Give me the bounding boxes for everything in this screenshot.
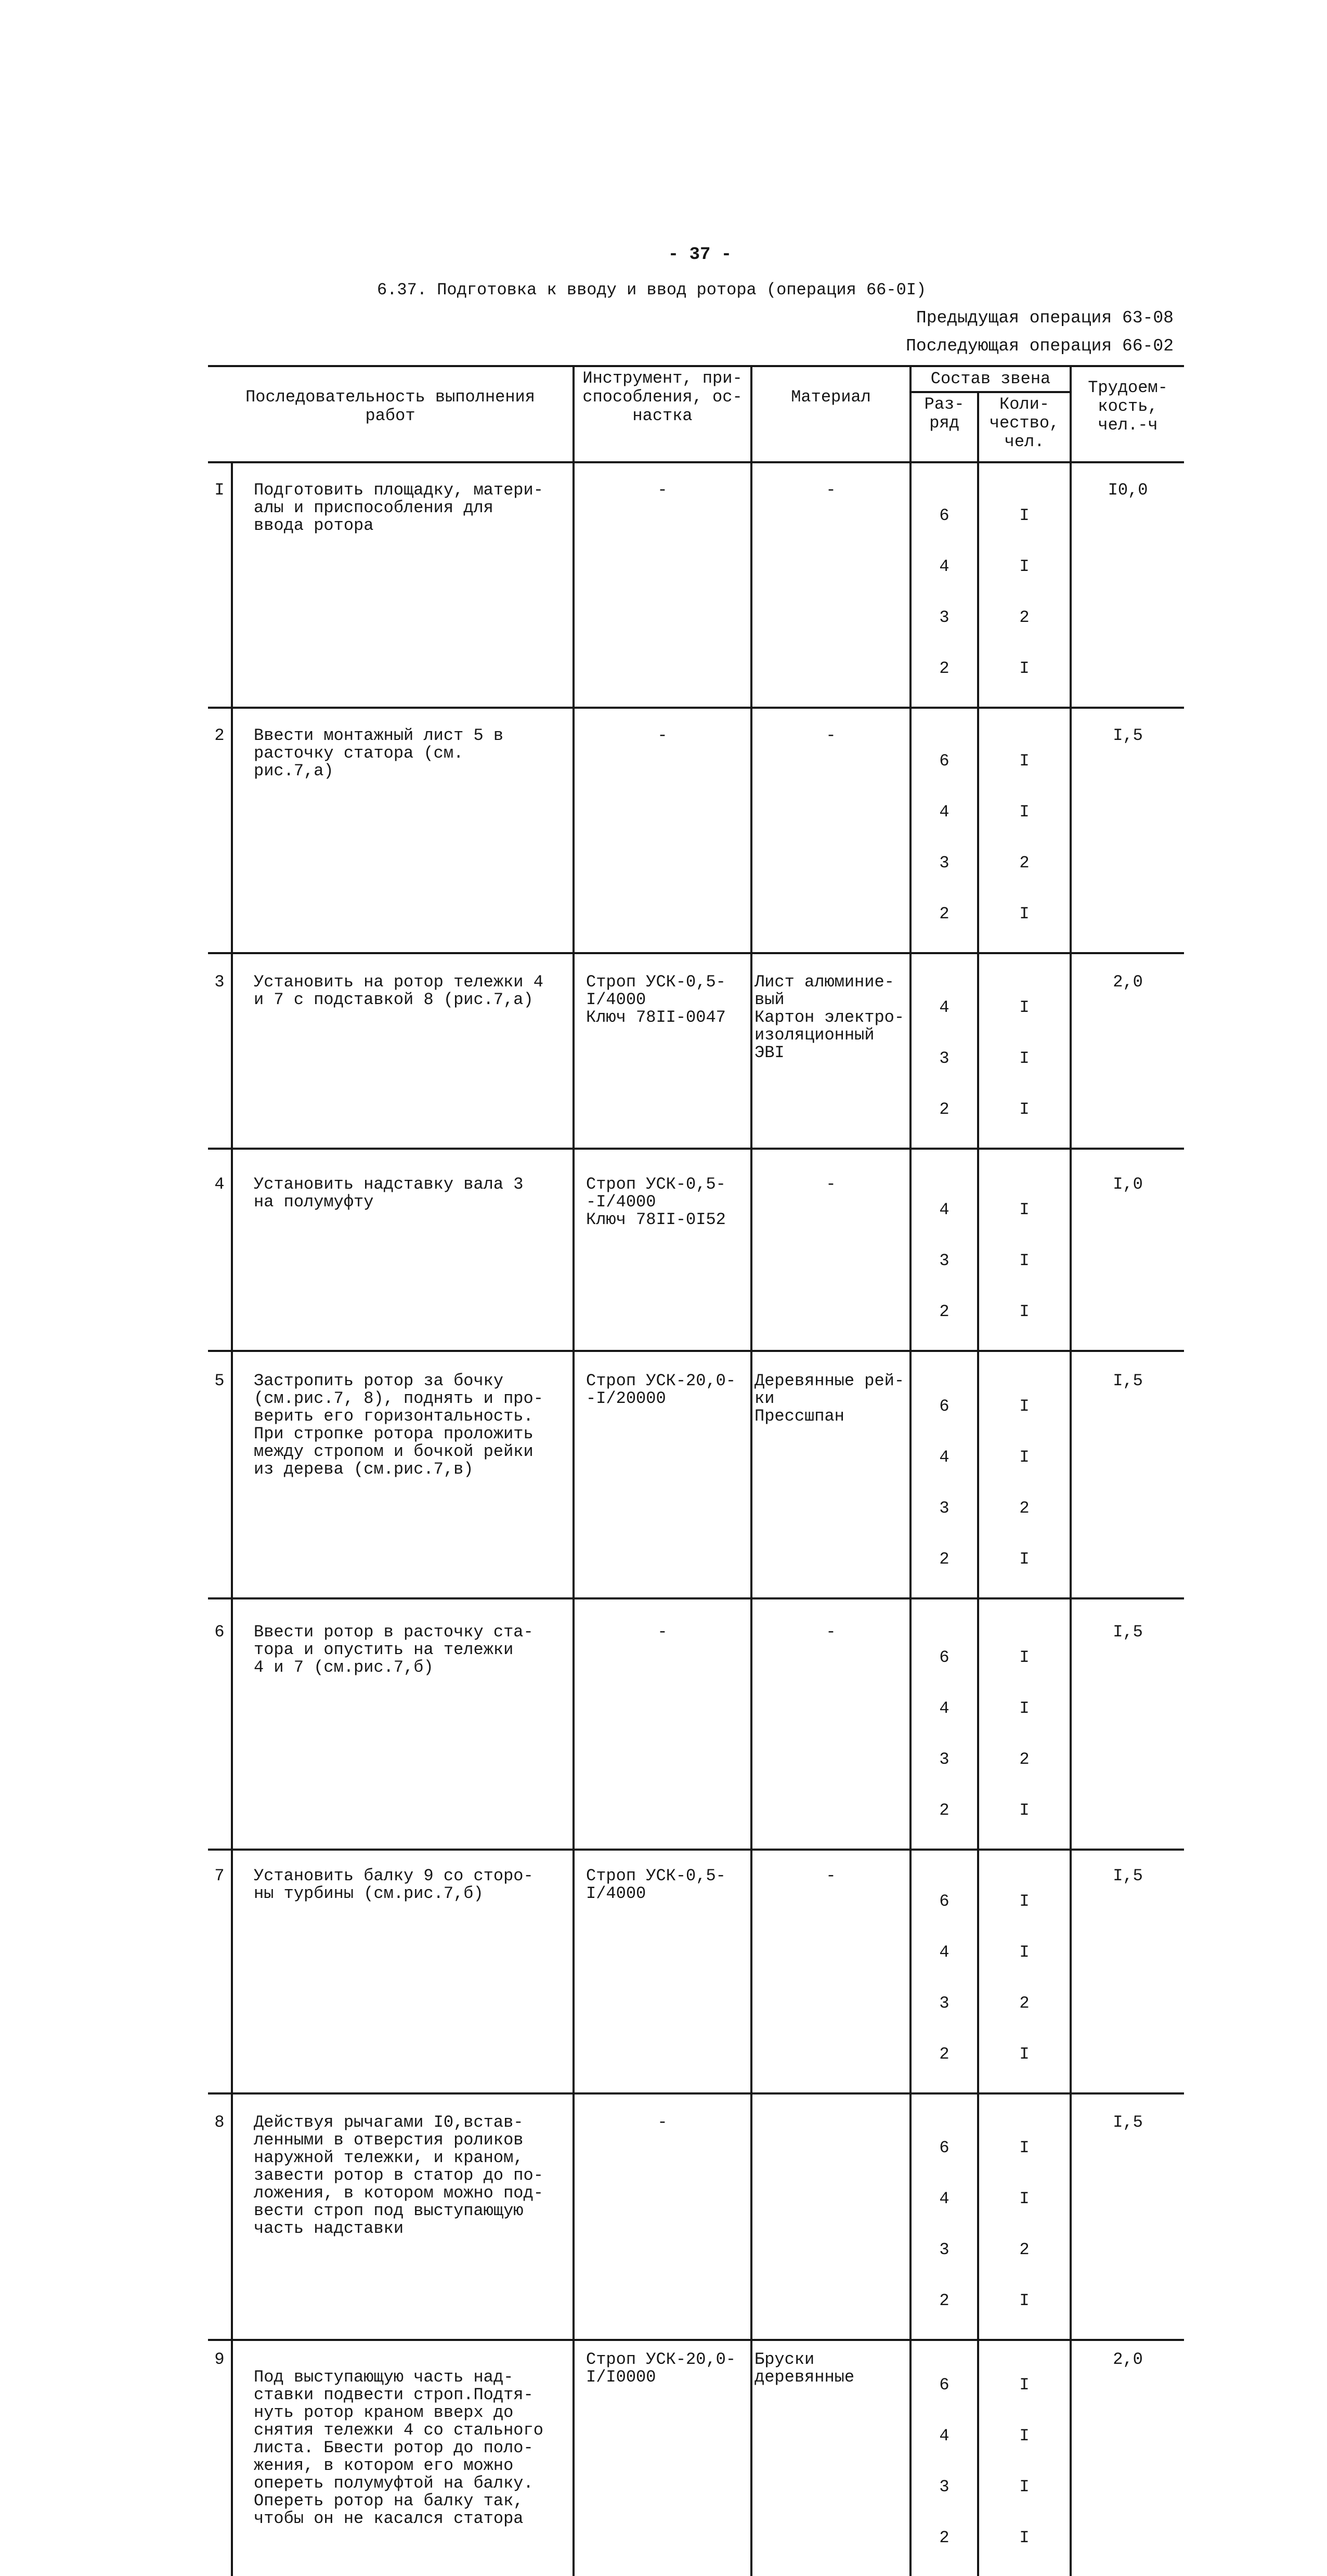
grade-cell <box>910 1598 978 1850</box>
table-row <box>208 462 1184 708</box>
grade-value: 3 <box>939 1994 949 2013</box>
labor-hours: I,5 <box>1071 1850 1184 2093</box>
tools-cell: Строп УСК-0,5- I/4000 Ключ 78II-0047 <box>574 953 751 1149</box>
page-number: - 37 - <box>668 245 732 265</box>
grade-value: 4 <box>939 802 949 822</box>
header-row <box>208 366 1184 392</box>
worker-count-value: I <box>1019 904 1030 923</box>
worker-count-value: 2 <box>1019 1750 1030 1769</box>
worker-count-value: I <box>1019 1801 1030 1820</box>
worker-count-value: I <box>1019 2138 1030 2157</box>
material-cell: - <box>751 1149 910 1351</box>
material-cell: - <box>751 462 910 708</box>
grade-value: 4 <box>939 998 949 1017</box>
grade-value: 6 <box>939 1892 949 1911</box>
grade-value: 2 <box>939 904 949 923</box>
worker-count-value: I <box>1019 1648 1030 1667</box>
table-body <box>208 462 1184 2576</box>
step-number: 9 <box>208 2340 232 2576</box>
worker-count-cell <box>978 953 1071 1149</box>
grade-value: 3 <box>939 1499 949 1518</box>
worker-count-value: I <box>1019 1049 1030 1068</box>
work-description: Под выступающую часть над- ставки подвести строп.Подтя- нуть ротор краном вверх до снятия тележки 4 со стального листа. Бвести ротор до поло- жения, в котором его можно опереть полумуфтой на балку. Опереть ротор на балку так, чтобы он не касался статора <box>254 2367 543 2528</box>
work-description: Подготовить площадку, матери- алы и приспособления для ввода ротора <box>232 462 574 708</box>
grade-value: 2 <box>939 659 949 678</box>
grade-value: 2 <box>939 1801 949 1820</box>
grade-cell <box>910 1149 978 1351</box>
work-description: Ввести монтажный лист 5 в расточку статора (см. рис.7,а) <box>232 708 574 953</box>
step-number: 6 <box>208 1598 232 1850</box>
tools-cell: - <box>574 1598 751 1850</box>
tools-cell: - <box>574 2093 751 2340</box>
labor-hours: I,0 <box>1071 1149 1184 1351</box>
work-description: Действуя рычагами I0,встав- ленными в отверстия роликов наружной тележки, и краном, завести ротор в статор до по- ложения, в котором можно под- вести строп под выступающую часть надставки <box>232 2093 574 2340</box>
header-grade: Раз- ряд <box>910 392 978 462</box>
grade-cell <box>910 953 978 1149</box>
material-cell: Лист алюминие- вый Картон электро- изоляционный ЭВI <box>751 953 910 1149</box>
worker-count-value: I <box>1019 1200 1030 1219</box>
labor-hours: 2,0 <box>1071 2340 1184 2576</box>
grade-value: 2 <box>939 2045 949 2064</box>
grade-value: 2 <box>939 1302 949 1321</box>
grade-value: 4 <box>939 1200 949 1219</box>
header-material: Материал <box>751 366 910 462</box>
grade-value: 2 <box>939 2528 949 2547</box>
material-cell: - <box>751 1598 910 1850</box>
grade-value: 2 <box>939 1100 949 1119</box>
material-cell <box>751 2093 910 2340</box>
grade-value: 3 <box>939 2477 949 2496</box>
header-work-sequence: Последовательность выполнения работ <box>208 366 574 462</box>
step-number: 3 <box>208 953 232 1149</box>
tools-cell: Строп УСК-20,0- -I/20000 <box>574 1351 751 1598</box>
tools-cell: Строп УСК-0,5- I/4000 <box>574 1850 751 2093</box>
tools-cell: - <box>574 462 751 708</box>
worker-count-value: I <box>1019 1550 1030 1569</box>
header-tools: Инструмент, при- способления, ос- настка <box>574 366 751 462</box>
step-number: 5 <box>208 1351 232 1598</box>
labor-hours: I,5 <box>1071 1598 1184 1850</box>
previous-operation: Предыдущая операция 63-08 <box>916 308 1174 328</box>
table-row <box>208 2340 1184 2576</box>
worker-count-value: I <box>1019 1100 1030 1119</box>
grade-value: 6 <box>939 2138 949 2157</box>
grade-value: 6 <box>939 506 949 525</box>
grade-value: 6 <box>939 751 949 771</box>
work-description: Установить на ротор тележки 4 и 7 с подставкой 8 (рис.7,а) <box>232 953 574 1149</box>
grade-value: 6 <box>939 1397 949 1416</box>
grade-value: 6 <box>939 2375 949 2395</box>
grade-cell <box>910 462 978 708</box>
table-row <box>208 1149 1184 1351</box>
worker-count-cell <box>978 462 1071 708</box>
labor-hours: I0,0 <box>1071 462 1184 708</box>
grade-value: 3 <box>939 608 949 627</box>
worker-count-value: I <box>1019 2291 1030 2310</box>
worker-count-value: I <box>1019 506 1030 525</box>
grade-value: 3 <box>939 1251 949 1270</box>
grade-value: 4 <box>939 2426 949 2445</box>
section-title: 6.37. Подготовка к вводу и ввод ротора (операция 66-0I) <box>377 280 927 300</box>
work-description: Ввести ротор в расточку ста- тора и опустить на тележки 4 и 7 (см.рис.7,б) <box>232 1598 574 1850</box>
worker-count-value: I <box>1019 751 1030 771</box>
worker-count-value: I <box>1019 2375 1030 2395</box>
material-cell: - <box>751 1850 910 2093</box>
worker-count-value: 2 <box>1019 1994 1030 2013</box>
tools-cell: Строп УСК-0,5- -I/4000 Ключ 78II-0I52 <box>574 1149 751 1351</box>
worker-count-cell <box>978 1351 1071 1598</box>
table-row <box>208 2093 1184 2340</box>
grade-cell <box>910 1850 978 2093</box>
tools-cell: Строп УСК-20,0- I/I0000 <box>574 2340 751 2576</box>
grade-value: 4 <box>939 1699 949 1718</box>
worker-count-value: I <box>1019 1397 1030 1416</box>
worker-count-value: I <box>1019 2426 1030 2445</box>
next-operation: Последующая операция 66-02 <box>906 336 1174 356</box>
grade-cell <box>910 2340 978 2576</box>
worker-count-cell <box>978 1598 1071 1850</box>
grade-value: 4 <box>939 1943 949 1962</box>
worker-count-value: I <box>1019 1943 1030 1962</box>
worker-count-value: I <box>1019 1251 1030 1270</box>
material-cell: Бруски деревянные <box>751 2340 910 2576</box>
worker-count-cell <box>978 1149 1071 1351</box>
table-row <box>208 953 1184 1149</box>
grade-value: 3 <box>939 1750 949 1769</box>
grade-value: 4 <box>939 2189 949 2208</box>
step-number: 2 <box>208 708 232 953</box>
step-number: 7 <box>208 1850 232 2093</box>
header-worker-count: Коли- чество, чел. <box>978 392 1071 462</box>
worker-count-value: I <box>1019 1892 1030 1911</box>
worker-count-value: 2 <box>1019 1499 1030 1518</box>
work-description: Установить надставку вала 3 на полумуфту <box>232 1149 574 1351</box>
grade-value: 2 <box>939 1550 949 1569</box>
step-number: I <box>208 462 232 708</box>
worker-count-value: I <box>1019 1448 1030 1467</box>
worker-count-value: I <box>1019 2189 1030 2208</box>
grade-cell <box>910 1351 978 1598</box>
grade-value: 4 <box>939 557 949 576</box>
table-row <box>208 1598 1184 1850</box>
worker-count-value: I <box>1019 1699 1030 1718</box>
worker-count-value: I <box>1019 1302 1030 1321</box>
worker-count-value: I <box>1019 2045 1030 2064</box>
material-cell: Деревянные рей- ки Прессшпан <box>751 1351 910 1598</box>
step-number: 4 <box>208 1149 232 1351</box>
grade-value: 6 <box>939 1648 949 1667</box>
grade-cell <box>910 708 978 953</box>
worker-count-cell <box>978 2340 1071 2576</box>
work-description: Установить балку 9 со сторо- ны турбины (см.рис.7,б) <box>232 1850 574 2093</box>
worker-count-cell <box>978 708 1071 953</box>
labor-hours: I,5 <box>1071 2093 1184 2340</box>
worker-count-value: 2 <box>1019 853 1030 873</box>
step-number: 8 <box>208 2093 232 2340</box>
worker-count-value: 2 <box>1019 2240 1030 2259</box>
tools-cell: - <box>574 708 751 953</box>
worker-count-value: I <box>1019 659 1030 678</box>
worker-count-value: I <box>1019 557 1030 576</box>
worker-count-value: I <box>1019 802 1030 822</box>
grade-value: 3 <box>939 1049 949 1068</box>
operations-table <box>208 365 1184 2576</box>
labor-hours: I,5 <box>1071 708 1184 953</box>
labor-hours: I,5 <box>1071 1351 1184 1598</box>
material-cell: - <box>751 708 910 953</box>
grade-value: 3 <box>939 853 949 873</box>
worker-count-cell <box>978 2093 1071 2340</box>
labor-hours: 2,0 <box>1071 953 1184 1149</box>
work-description-cell <box>232 2340 574 2576</box>
table-row <box>208 708 1184 953</box>
grade-value: 3 <box>939 2240 949 2259</box>
table-header <box>208 366 1184 462</box>
header-labor: Трудоем- кость, чел.-ч <box>1071 366 1184 462</box>
worker-count-cell <box>978 1850 1071 2093</box>
grade-cell <box>910 2093 978 2340</box>
grade-value: 4 <box>939 1448 949 1467</box>
worker-count-value: I <box>1019 2477 1030 2496</box>
work-description: Застропить ротор за бочку (см.рис.7, 8), поднять и про- верить его горизонтальность. При стропке ротора проложить между стропом и бочкой рейки из дерева (см.рис.7,в) <box>232 1351 574 1598</box>
table-row <box>208 1850 1184 2093</box>
worker-count-value: I <box>1019 2528 1030 2547</box>
worker-count-value: I <box>1019 998 1030 1017</box>
grade-value: 2 <box>939 2291 949 2310</box>
table-row <box>208 1351 1184 1598</box>
header-crew: Состав звена <box>910 366 1071 392</box>
worker-count-value: 2 <box>1019 608 1030 627</box>
